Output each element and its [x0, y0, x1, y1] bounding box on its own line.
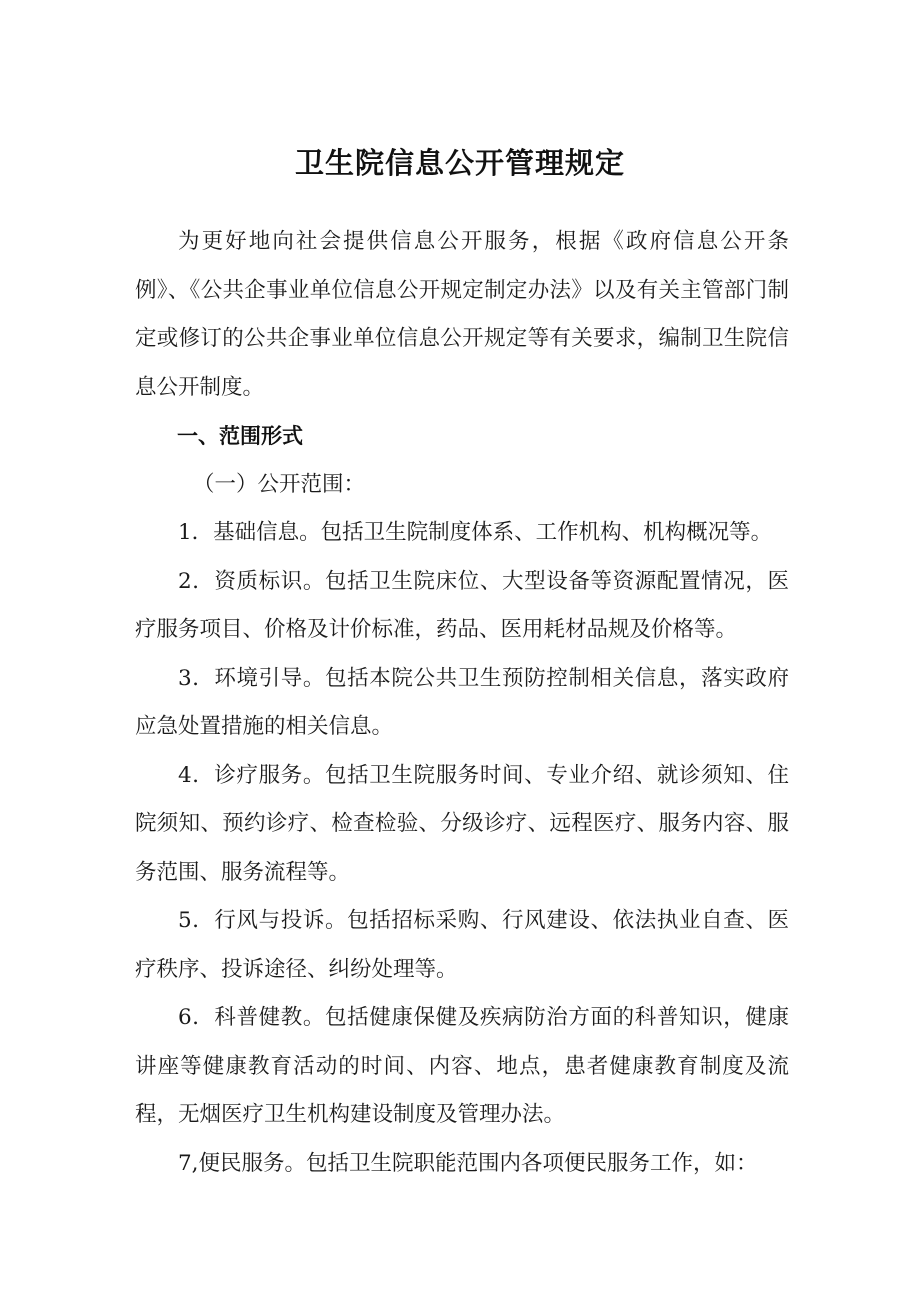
list-item: 2．资质标识。包括卫生院床位、大型设备等资源配置情况，医疗服务项目、价格及计价标准，药品、医用耗材品规及价格等。	[135, 568, 789, 642]
document-body	[135, 218, 789, 1188]
list-item: 1．基础信息。包括卫生院制度体系、工作机构、机构概况等。	[178, 520, 773, 545]
document-title: 卫生院信息公开管理规定	[294, 146, 625, 180]
list-item: 4．诊疗服务。包括卫生院服务时间、专业介绍、就诊须知、住院须知、预约诊疗、检查检验、分级诊疗、远程医疗、服务内容、服务范围、服务流程等。	[135, 762, 789, 885]
list-item: 3．环境引导。包括本院公共卫生预防控制相关信息，落实政府应急处置措施的相关信息。	[135, 665, 789, 739]
section-heading: 一、范围形式	[177, 424, 303, 448]
list-item: 5．行风与投诉。包括招标采购、行风建设、依法执业自查、医疗秩序、投诉途径、纠纷处理等。	[135, 908, 789, 982]
intro-paragraph: 为更好地向社会提供信息公开服务，根据《政府信息公开条例》、《公共企事业单位信息公开规定制定办法》以及有关主管部门制定或修订的公共企事业单位信息公开规定等有关要求，编制卫生院信息公开制度。	[135, 229, 789, 400]
list-item: 6．科普健教。包括健康保健及疾病防治方面的科普知识，健康讲座等健康教育活动的时间、内容、地点，患者健康教育制度及流程，无烟医疗卫生机构建设制度及管理办法。	[135, 1005, 789, 1127]
subsection-heading: （一）公开范围：	[193, 471, 366, 497]
list-item: 7,便民服务。包括卫生院职能范围内各项便民服务工作，如：	[178, 1150, 758, 1176]
